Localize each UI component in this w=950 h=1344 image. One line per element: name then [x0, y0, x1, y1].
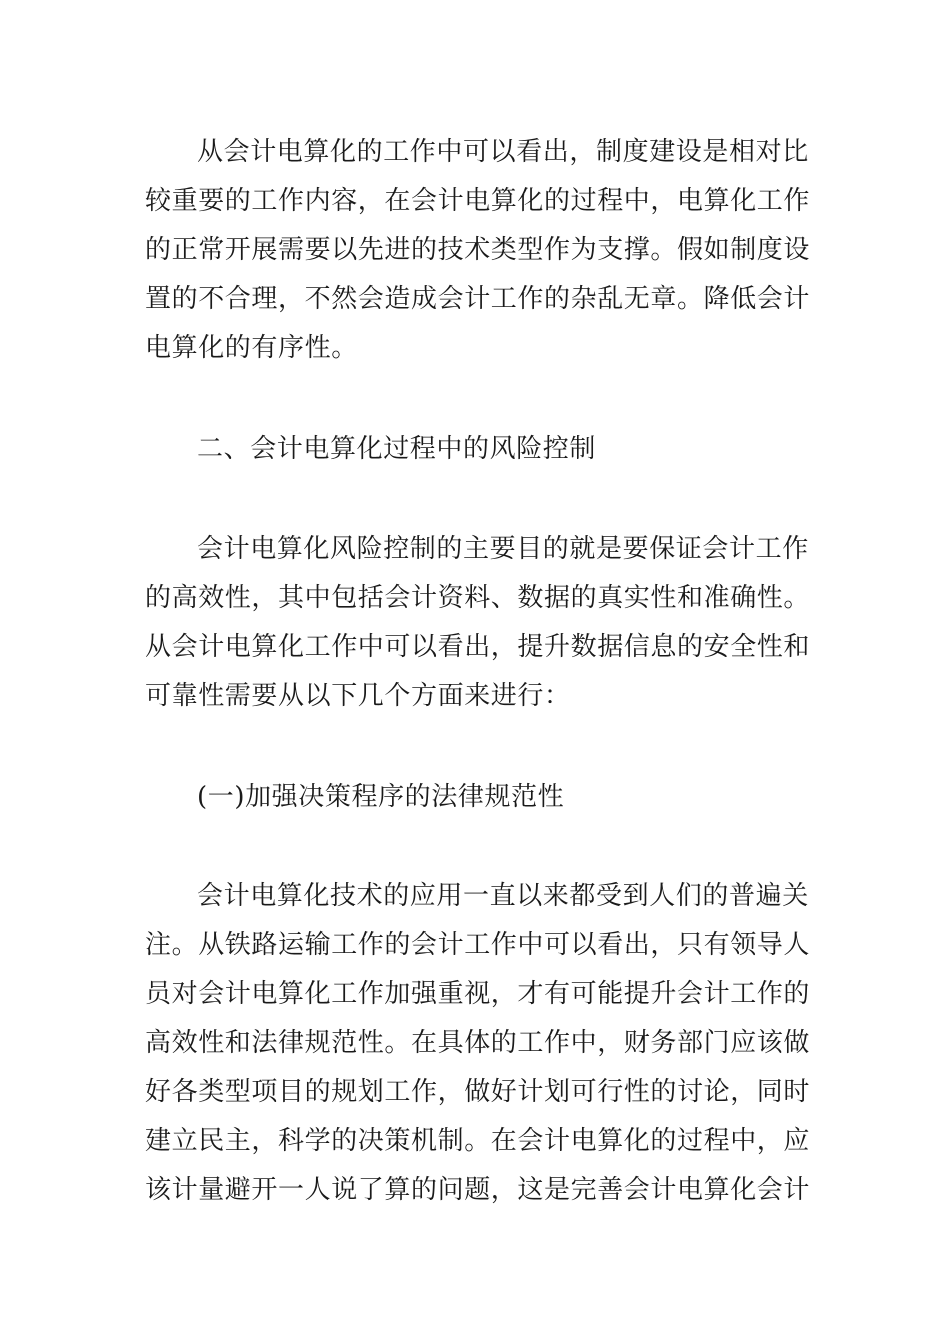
- paragraph-1-line-1: 从会计电算化的工作中可以看出，制度建设是相对比: [197, 137, 809, 167]
- paragraph-3-line-1: 会计电算化风险控制的主要目的就是要保证会计工作: [197, 534, 809, 564]
- paragraph-5-line-6: 建立民主，科学的决策机制。在会计电算化的过程中，应: [145, 1126, 811, 1156]
- paragraph-1-line-3: 的正常开展需要以先进的技术类型作为支撑。假如制度设: [145, 235, 811, 265]
- paragraph-5-line-2: 注。从铁路运输工作的会计工作中可以看出，只有领导人: [145, 930, 811, 960]
- subsection-heading: (一)加强决策程序的法律规范性: [197, 782, 565, 812]
- paragraph-5-line-4: 高效性和法律规范性。在具体的工作中，财务部门应该做: [145, 1028, 811, 1058]
- section-heading: 二、会计电算化过程中的风险控制: [197, 434, 597, 464]
- paragraph-5-line-1: 会计电算化技术的应用一直以来都受到人们的普遍关: [197, 881, 809, 911]
- paragraph-1-line-5: 电算化的有序性。: [145, 333, 358, 363]
- paragraph-3-line-4: 可靠性需要从以下几个方面来进行：: [145, 681, 571, 711]
- paragraph-1-line-2: 较重要的工作内容，在会计电算化的过程中，电算化工作: [145, 186, 811, 216]
- paragraph-5-line-3: 员对会计电算化工作加强重视，才有可能提升会计工作的: [145, 979, 811, 1009]
- paragraph-5-line-7: 该计量避开一人说了算的问题，这是完善会计电算化会计: [145, 1175, 811, 1205]
- paragraph-5-line-5: 好各类型项目的规划工作，做好计划可行性的讨论，同时: [145, 1077, 811, 1107]
- paragraph-1-line-4: 置的不合理，不然会造成会计工作的杂乱无章。降低会计: [145, 284, 811, 314]
- paragraph-3-line-3: 从会计电算化工作中可以看出，提升数据信息的安全性和: [145, 632, 811, 662]
- paragraph-3-line-2: 的高效性，其中包括会计资料、数据的真实性和准确性。: [145, 583, 811, 613]
